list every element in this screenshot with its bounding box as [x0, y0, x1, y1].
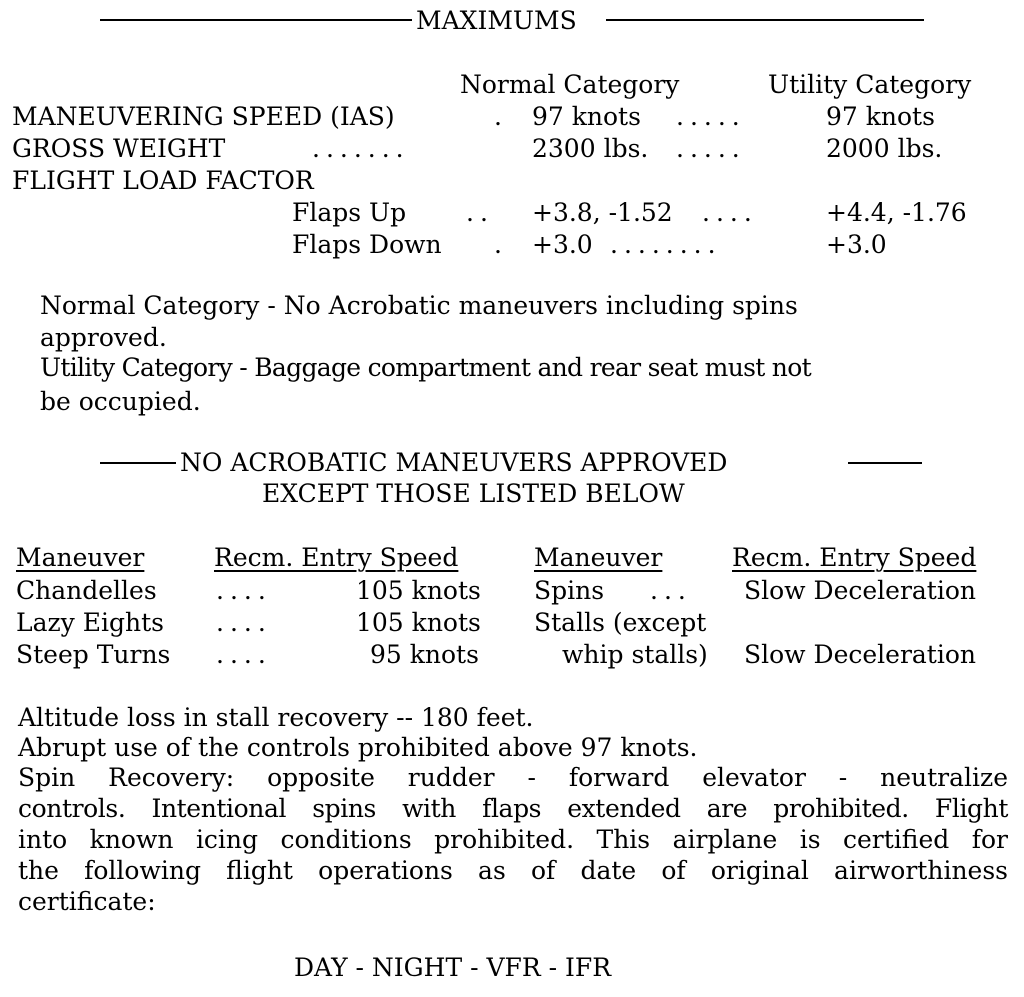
- flaps-down-utility: +3.0: [826, 230, 887, 259]
- dot-leader: ....: [216, 576, 272, 605]
- dot-leader: .....: [676, 134, 746, 163]
- dot-leader: .......: [312, 134, 410, 163]
- table-header-maneuver: Maneuver: [16, 543, 145, 572]
- dot-leader: ....: [216, 608, 272, 637]
- maneuvering-speed-normal: 97 knots: [532, 102, 641, 131]
- table-header-maneuver-2: Maneuver: [534, 543, 663, 572]
- utility-category-note-line2: be occupied.: [40, 387, 201, 416]
- paragraph-line: certificate:: [18, 887, 156, 916]
- flaps-up-normal: +3.8, -1.52: [532, 198, 673, 227]
- altitude-loss-text: Altitude loss in stall recovery -- 180 feet.: [18, 703, 534, 732]
- maximums-heading: MAXIMUMS: [416, 6, 577, 35]
- abrupt-controls-text: Abrupt use of the controls prohibited above 97 knots.: [18, 733, 698, 762]
- heading-rule-left: [100, 19, 412, 21]
- normal-category-note-line2: approved.: [40, 323, 167, 352]
- table-row-left-name: Lazy Eights: [16, 608, 164, 637]
- flaps-up-label: Flaps Up: [292, 198, 407, 227]
- dot-leader: ........: [610, 230, 722, 259]
- table-row-left-speed: 95 knots: [370, 640, 479, 669]
- gross-weight-label: GROSS WEIGHT: [12, 134, 226, 163]
- spin-recovery-paragraph: [18, 762, 1008, 917]
- flaps-up-utility: +4.4, -1.76: [826, 198, 967, 227]
- acrobatic-heading-line2: EXCEPT THOSE LISTED BELOW: [262, 479, 685, 508]
- table-row-right-name: Stalls (except: [534, 608, 707, 637]
- table-row-right-speed: Slow Deceleration: [744, 640, 976, 669]
- maneuvering-speed-label: MANEUVERING SPEED (IAS): [12, 102, 395, 131]
- table-row-left-name: Chandelles: [16, 576, 157, 605]
- dot-leader: ...: [650, 576, 692, 605]
- table-header-entry-speed-2: Recm. Entry Speed: [732, 543, 977, 572]
- dot-leader: ..: [466, 198, 494, 227]
- gross-weight-normal: 2300 lbs.: [532, 134, 649, 163]
- table-row-right-name-cont: whip stalls): [562, 640, 708, 669]
- heading-rule-right: [606, 19, 924, 21]
- dot-leader: .: [494, 102, 508, 131]
- gross-weight-utility: 2000 lbs.: [826, 134, 943, 163]
- maneuvering-speed-utility: 97 knots: [826, 102, 935, 131]
- flight-load-factor-label: FLIGHT LOAD FACTOR: [12, 166, 314, 195]
- dot-leader: .: [494, 230, 508, 259]
- paragraph-line: controls. Intentional spins with flaps extended are prohibited. Flight: [18, 794, 1008, 823]
- dot-leader: .....: [676, 102, 746, 131]
- table-row-left-speed: 105 knots: [356, 608, 481, 637]
- table-row-right-name: Spins: [534, 576, 605, 605]
- operations-line: DAY - NIGHT - VFR - IFR: [294, 953, 612, 982]
- flaps-down-normal: +3.0: [532, 230, 593, 259]
- col-normal-header: Normal Category: [460, 70, 680, 99]
- paragraph-line: Spin Recovery: opposite rudder - forward elevator - neutralize: [18, 763, 1008, 792]
- dot-leader: ....: [702, 198, 758, 227]
- acrobatic-heading-line1: NO ACROBATIC MANEUVERS APPROVED: [180, 448, 728, 477]
- utility-category-note-line1: Utility Category - Baggage compartment and rear seat must not: [40, 353, 811, 382]
- table-row-right-speed: Slow Deceleration: [744, 576, 976, 605]
- dot-leader: ....: [216, 640, 272, 669]
- acro-rule-right: [848, 462, 922, 464]
- table-header-entry-speed: Recm. Entry Speed: [214, 543, 459, 572]
- col-utility-header: Utility Category: [768, 70, 972, 99]
- flaps-down-label: Flaps Down: [292, 230, 442, 259]
- normal-category-note-line1: Normal Category - No Acrobatic maneuvers including spins: [40, 291, 798, 320]
- acro-rule-left: [100, 462, 176, 464]
- table-row-left-name: Steep Turns: [16, 640, 171, 669]
- table-row-left-speed: 105 knots: [356, 576, 481, 605]
- paragraph-line: the following flight operations as of date of original airworthiness: [18, 856, 1008, 885]
- paragraph-line: into known icing conditions prohibited. This airplane is certified for: [18, 825, 1008, 854]
